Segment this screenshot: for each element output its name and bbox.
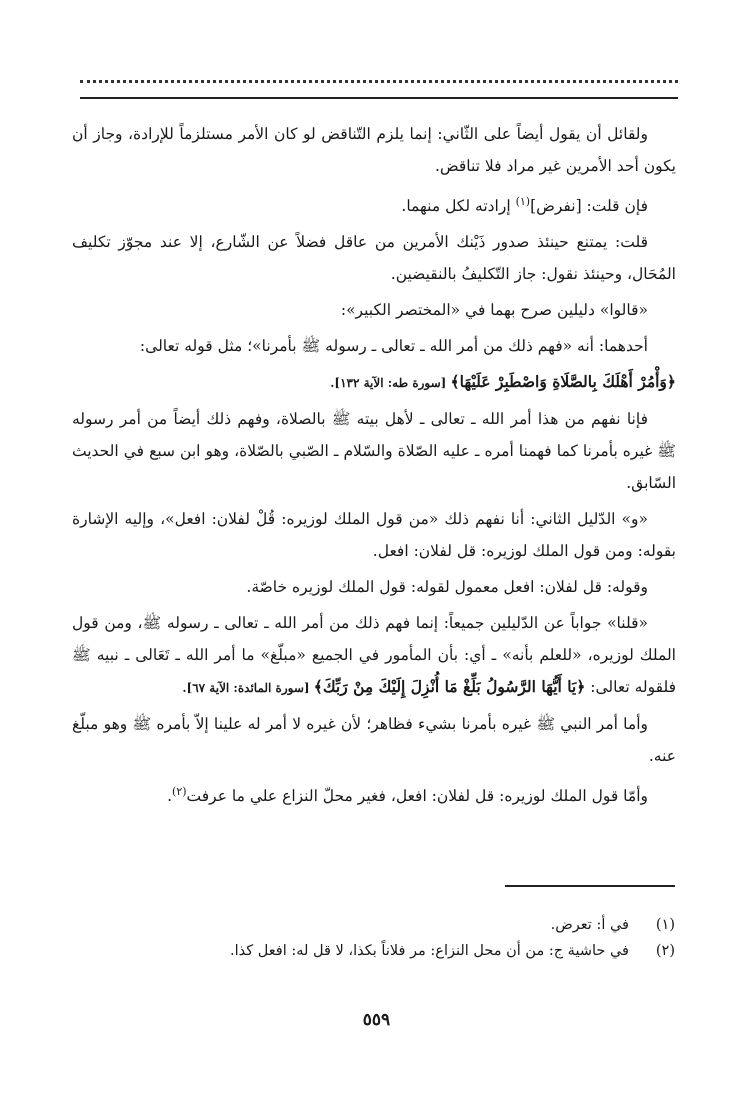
paragraph-11: وأما أمر النبي ﷺ غيره بأمرنا بشيء فظاهر؛ لأن غيره لا أمر له علينا إلاّ بأمره ﷺ وهو مبلّغ عنه. xyxy=(72,715,676,766)
paragraph-8: «و» الدّليل الثاني: أنا نفهم ذلك «من قول الملك لوزيره: قُلْ لفلان: افعل»، وإليه الإشارة بقوله: ومن قول الملك لوزيره: قل لفلان: افعل. xyxy=(72,510,676,561)
page-number: ٥٥٩ xyxy=(362,1010,391,1030)
paragraph-10: «قلنا» جواباً عن الدّليلين جميعاً: إنما فهم ذلك من أمر الله ـ تعالى ـ رسوله ﷺ، ومن قول الملك لوزيره، «للعلم بأنه» ـ أي: بأن المأمور في الجميع «مبلّغ» ما أمر الله ـ تَعَالى ـ نبيه ﷺ فلقوله تعالى: ﴿يَا أَيُّهَا الرَّسُولُ بَلِّغْ مَا أُنْزِلَ إِلَيْكَ مِنْ رَبِّكَ﴾ [سورة المائدة: الآية ٦٧]. xyxy=(72,614,676,697)
footnotes xyxy=(75,912,675,964)
paragraph-5: أحدهما: أنه «فهم ذلك من أمر الله ـ تعالى ـ رسوله ﷺ بأمرنا»؛ مثل قوله تعالى: xyxy=(139,337,648,356)
paragraph-7: فإنا نفهم من هذا أمر الله ـ تعالى ـ لأهل بيته ﷺ بالصلاة، وفهم ذلك أيضاً من أمر رسوله ﷺ غيره بأمرنا كما فهمنا أمره ـ عليه الصّلاة والسّلام ـ الصّبي بالصّلاة، وهو ابن سبع في الحديث السّابق. xyxy=(72,410,676,493)
footnote-2: (٢) في حاشية ج: من أن محل النزاع: مر فلاناً بكذا، لا قل له: افعل كذا. xyxy=(230,943,675,959)
paragraph-12: وأمّا قول الملك لوزيره: قل لفلان: افعل، فغير محلّ النزاع علي ما عرفت$^{(٢)}$. xyxy=(167,785,648,806)
paragraph-4: «قالوا» دليلين صرح بهما في «المختصر الكبير»: xyxy=(340,301,648,320)
main-text xyxy=(72,118,676,816)
footnote-rule xyxy=(505,885,675,887)
footnote-ref-1: (١) xyxy=(515,195,531,208)
quran-verse-1: ﴿وَأْمُرْ أَهْلَكَ بِالصَّلَاةِ وَاصْطَبِرْ عَلَيْهَا﴾ [سورة طه: الآية ١٣٢]. xyxy=(330,372,676,392)
footnote-1: (١) في أ: تعرض. xyxy=(550,917,675,933)
paragraph-2: فإن قلت: [نفرض]$^{(١)}$ إرادته لكل منهما. xyxy=(401,195,648,216)
paragraph-9: وقوله: قل لفلان: افعل معمول لقوله: قول الملك لوزيره خاصّة. xyxy=(246,578,648,597)
paragraph-3: قلت: يمتنع حينئذ صدور ذَيْنك الأمرين من عاقل فضلاً عن الشّارع، إلا عند مجوّز تكليف المُحَال، وحينئذ نقول: جاز التّكليفُ بالنقيضين. xyxy=(72,233,676,284)
paragraph-1: ولقائل أن يقول أيضاً على الثّاني: إنما يلزم التّناقض لو كان الأمر مستلزماً للإرادة، وجاز أن يكون أحد الأمرين غير مراد فلا تناقض. xyxy=(72,125,676,175)
footnote-ref-2: (٢) xyxy=(172,785,187,799)
top-dotted-rule xyxy=(80,70,678,83)
header-rule xyxy=(80,97,678,99)
